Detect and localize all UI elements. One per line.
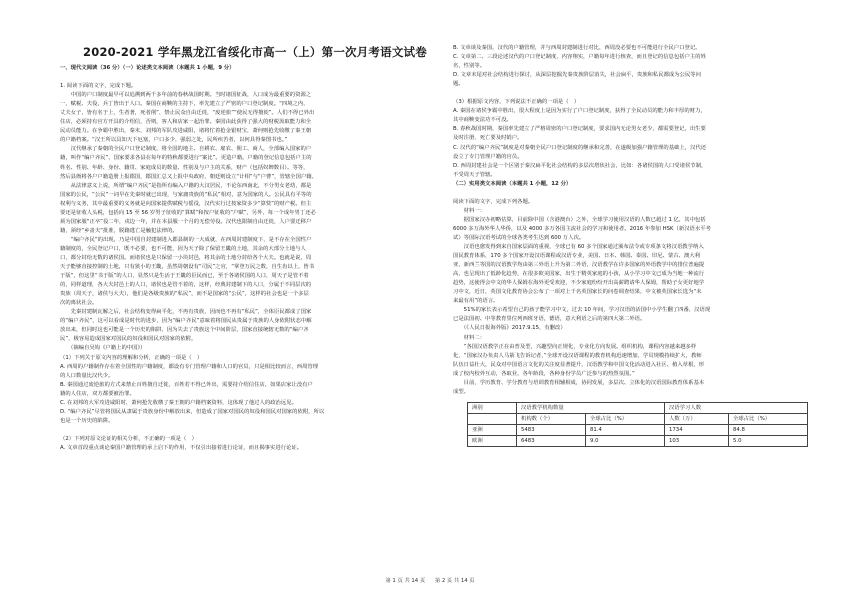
text-line: C. 在刘邦的大军攻进咸阳时，萧何抢先收缴了秦王朝的户籍档案资料，这体现了他过人的政治远见。	[60, 399, 297, 406]
text-line: 的，同样道理，各大夫封邑上的人口，诸侯也是管不着的，这样，经典封建制下的人口，分属于不同层次的	[60, 282, 312, 289]
text-line: A. 文章首段重点谈论秦国户籍管理的承上启下的作用，不仅引出接着进行论证，而且揭事实进行论证。	[60, 444, 303, 451]
text-line: 亚，新西兰等国的汉语教学均由第三外语上升为第二外语，汉语教学在许多国家的外语教学中的排位普遍提	[453, 262, 705, 269]
text-line: B. 春秋战国时期，秦国率先建立了严格周密的户口登记制度，要求国内无论男女老少，都需要登记，出生要	[453, 126, 706, 133]
text-line: 目前，学历教育、学分教育与培训教育相辅相成，协同发展，多层次、立体化的汉语国际教育体系基本	[453, 379, 705, 386]
text-line: 天子能够直接控制的土地，只有狭小的王畿，虽然周朝设有“司民”之官，“掌登万民之数，自生齿以上，皆书	[60, 264, 315, 271]
table-cell: 103	[665, 435, 729, 446]
text-line: 贵族（周天子，诸侯与大夫），他们是各级贵族的“私民”，而不是国家的“公民”，这样的社会也是一个多层	[60, 291, 309, 298]
text-line: A. 西周的户籍制作存在着全国性的户籍制度，都设有专门管理户籍和人口的官员，只是相比较而言，西周管理	[60, 363, 319, 370]
text-line: C. 汉代的“编户齐民”制度是对秦朝全民户口登记制度的继承和完善，在遂级加强户籍管理的基础上，汉代还	[453, 144, 707, 151]
stats-table	[467, 402, 808, 447]
text-line	[60, 73, 448, 82]
text-line: 阅读下面的文字，完成下列各题。	[453, 198, 534, 205]
text-line: 丈夫女子，皆有名于上，生者著，死者削”，禁止民众自由迁徙，“废逆旅”“使民无得擅徙”。人们不得已外出	[60, 110, 315, 117]
text-line: 不受周天子管辖。	[453, 171, 496, 178]
text-line: 材料一：	[453, 207, 486, 214]
text-line: A. 秦国在诸侯争霸中胜出，很大程度上是因为实行了户口登记制度，获得了全民动员的能力和丰厚的财力，	[453, 108, 706, 115]
text-line: 趋势，这使得会中文的华人保姆在海外更受欢迎，不少家庭纷纷开出高薪聘请华人保姆，帮助子女更好地学	[453, 280, 705, 287]
text-line	[453, 189, 841, 198]
page-number-left: 第 1 页 共 14 页	[385, 578, 426, 584]
text-line: 来最有用”的语言。	[453, 298, 499, 305]
text-line: 成型。	[453, 388, 470, 395]
text-line: 及时注册，死亡要及时销户。	[453, 135, 523, 142]
text-line: 试）等国际汉语考试的全球各类考生达到 600 万人次。	[453, 234, 585, 241]
text-line: 须为国家服“正卒”役二年，戍边一年，并在本县服一个月的无偿劳役。汉代也限制自由迁徙，人户要迁移户	[60, 218, 312, 225]
text-line: 名，性别等。	[453, 63, 486, 70]
text-line: 先秦封建制瓦解之后，社会结构变得扁平化，不再有贵族，因而也不再有“私民”，全体臣民都成了国家	[60, 309, 312, 316]
text-line: 次的离状社会。	[60, 300, 98, 307]
page-title: 2020-2021 学年黑龙江省绥化市高一（上）第一次月考语文试卷	[83, 45, 427, 59]
table-cell: 84.8	[729, 424, 808, 435]
text-line: 住店，必须持有官方开具的介绍信，否则，客人和店家一起治罪。秦国由此获得了强大的财税汲取能力和全	[60, 119, 312, 126]
table-cell	[468, 413, 517, 424]
text-line: （《人民日报海外版》2017.9.15，有删改）	[453, 325, 566, 332]
table-cell: 欧洲	[468, 435, 517, 446]
text-line: （3）根据原文内容，下列说法不正确的一项是（ ）	[453, 99, 580, 106]
text-line: （二）实用类文本阅读（本题共 1 小题，12 分）	[453, 180, 572, 187]
table-header-cell: 汉语教学机构数量	[517, 402, 665, 413]
text-line: 其中商鞅变法功不可没。	[453, 117, 512, 124]
text-line: 已是法国初、中等教育里位列西班牙语，德语，意大利语之后的第四大第二外语。	[453, 316, 646, 323]
text-line: 汉代继承了秦朝的全民户口登记制度，将全国的地主、自耕农、雇农、佣工、商人，全部编入国家的户	[60, 146, 312, 153]
page-number-right: 第 2 页 共 14 页	[434, 578, 475, 584]
text-line: 民动员能力。在争霸中胜出，秦末，刘邦的军队攻进咸阳，诸将忙着抢金银财宝，萧何则抢先收缴了秦王朝	[60, 128, 312, 135]
text-line	[453, 89, 841, 98]
table-cell: 9.0	[586, 435, 665, 446]
text-line: 中国的户口制度最早可以追溯到两千多年前的春秋战国时期。当时诸国征战，人口成为最重要的资源之	[60, 92, 312, 99]
text-line: 51%的家长表示希望自己的孩子能学习中文，过去 10 年间，学习汉语的活国中小学生翻了四番，汉语现	[453, 307, 711, 314]
table-cell: 人数（万）	[665, 413, 729, 424]
text-line: 据国家汉办初略估算，目前除中国（含港澳台）之外，全球学习使用汉语的人数已超过 1 亿，其中包括	[453, 216, 706, 223]
text-line: 放出来，但同时这也可能是一个历史的陷阱，因为失去了贵族这个中间阶层，国家直接统辖无数的“编户齐	[60, 327, 309, 334]
table-cell: 6483	[517, 435, 586, 446]
text-line: 成了校内校外互动，各取业，各年龄段，各种身份学员广泛参与的热烈氛围。”	[453, 370, 635, 377]
table-cell: 全球占比（%）	[586, 413, 665, 424]
text-line: 1. 阅读下面的文字，完成下题。	[60, 83, 137, 90]
table-cell: 全球占比（%）	[729, 413, 808, 424]
text-line: 高，也呈现出了低龄化趋势，在很多欧美国家，出生于精英家庭的小孩，从小学习中文已成为当地一种流行	[453, 271, 705, 278]
right-column	[453, 44, 841, 447]
text-line	[60, 426, 448, 435]
table-row	[468, 424, 808, 435]
text-line: “编户齐民”的出现，乃是中国自封建制进入郡县制的一大成就，在西周封建制度下，是不存在全国性户	[60, 236, 312, 243]
table-header-row	[468, 402, 808, 413]
table-header-cell: 洲别	[468, 402, 517, 413]
text-line: 要还是征收人头税，包括向 15 至 56 岁男子征收的“算赋”和按户征收的“户赋”，另外，每一个成年男丁还必	[60, 209, 316, 216]
text-line: 的人口数量比汉代少。	[60, 372, 114, 379]
text-line: 习中文，近日，英国文化教育协会公布了一项对上千名英国家长的问卷调查结果，中文被英国家长选为“未	[453, 289, 702, 296]
text-line: 于版”，但这里“书于版”的人口，显然只是生活于王畿的臣民而已，至于各诸侯国的人口，周天子是管不着	[60, 273, 309, 280]
text-line: 一，赋税、夫役，兵丁皆出于人口。秦国在商鞅的主持下，率先建立了严密的户口登记制度。“四境之内，	[60, 101, 309, 108]
text-line: “各国汉语教学正在由普及型，兴趣型向正规化，专业化方向发展。组织机构，课程内容越来越多样	[453, 343, 697, 350]
table-cell: 机构数（个）	[517, 413, 586, 424]
text-line: C. 文章第二、三段论述汉代的户口登记制度，内容翔实，户籍每年进行核查，而且登记的信息包括户主的姓	[453, 54, 706, 61]
text-line: 一、现代文阅读（36 分）（一）论述类文本阅读（本题共 1 小题，9 分）	[60, 65, 235, 71]
text-line: 国民教育体系，170 多个国家开设汉语课程或汉语专业，美国、日本、韩国、泰国、印尼、蒙古、澳大利	[453, 253, 701, 260]
text-line: 题。	[453, 81, 464, 88]
text-line: 化，“国家汉办负责人马箭飞告诉记者，”全球开设汉语课程的教育机构迅速增加，学员规模持续扩大，教师	[453, 352, 702, 359]
text-line: 籍，叫作“编户齐民”，国家要求各县在每年的特秋都要进行“案比”。更造户籍。户籍的登记信息包括户主的	[60, 155, 312, 162]
text-line: （2）下列对原文论证的相关分析，不正确的一项是（ ）	[60, 435, 197, 442]
text-line: 材料二：	[453, 334, 486, 341]
text-line: B. 秦国通过废逆旅的方式来禁止百姓擅自迁徙，百姓若不得已外出，需要持介绍信住店，如果店家让没有户	[60, 381, 313, 388]
table-header-cell: 汉语学习人数	[665, 402, 808, 413]
text-line: 国家的公民，“公民”一词早在先秦时就已出现，与家庸贵族的“私民”相对，意为国家的人。公民具有平等的	[60, 191, 312, 198]
text-line: 的“编户齐民”，这可以看成是时代的进步，因为“编户齐民”意味着将国民从贵属于贵族的人身依附状态中解	[60, 318, 312, 325]
text-line: 的户籍档案。“汉王所以具知天下厄塞，户口多少，强弱之处，民所疾苦者，以何具得秦图书也。”	[60, 137, 288, 144]
table-row	[468, 435, 808, 446]
table-subheader-row	[468, 413, 808, 424]
text-line: 民”，极容易造成国家对国民的奴役和国民对国家的依附。	[60, 336, 197, 343]
text-line: 姓名、性别、年龄、身份、籍贯、家庭成员的数量、性别及与户主的关系，财产（包括奴婢数目）。等等，	[60, 164, 309, 171]
page-footer	[0, 576, 860, 584]
table-cell: 亚洲	[468, 424, 517, 435]
right-column-text	[453, 44, 841, 397]
text-line: 也是一个历史的陷阱。	[60, 417, 114, 424]
text-line: 口，都分封给无数的诸侯国。而诸侯也是只保留一小块封邑，将其余的土地分封给各个大夫。也就是说，周	[60, 254, 312, 261]
text-line: （1）下列关于原文内容的理解和分析，正确的一项是（ ）	[60, 354, 203, 361]
text-line: D. 文章末尾对社会结构进行探讨，从深层挖掘先秦贵族阶层消失，社会扁平，贵族和私民都成为公民等问	[453, 72, 701, 79]
text-line: B. 文章谈及秦国，汉代的户籍管理，并与西周封建制进行对比，西周没必要也不可能进行全民户口登记。	[453, 45, 701, 51]
table-cell: 5483	[517, 424, 586, 435]
text-line: 汉语也愈发得到来自国家层面的重视，全球已有 60 多个国家通过颁布法令或专项条文将汉语教学纳入	[453, 244, 704, 251]
table-cell: 5.0	[729, 435, 808, 446]
text-line: 籍的人住店，双方都要被治罪。	[60, 390, 135, 397]
text-line: D. “编户齐民”尽管将国民从隶属于贵族身份中解放出来，但造成了国家对国民的奴役和国民对国家的依附，所以	[60, 408, 325, 415]
text-line: 然后县衙将各户户籍造册上报郡国，郡国汇总又上报中央政府，朝廷则设立“计相”与“户曹”，管辖全国户籍。	[60, 173, 317, 180]
text-line: 籍，须经“乡啬夫”批准，脱籍逃亡是触犯法律的。	[60, 227, 178, 234]
text-line: 从法律意义上说，所谓“编户齐民”是指所有编入户籍的大汉居民，不论东西南北，不分男女老幼，都是	[60, 182, 312, 189]
text-line: 6000 多万海外华人华侨，以及 4000 多万各国主流社会的学习和使用者。2016 年参加 HSK（新汉语水平考	[453, 225, 711, 232]
text-line: D. 西周封建社会是一个区别于秦汉扁平化社会结构的多层次塔状社会，比如：各诸侯国的人口受诸侯节制，	[453, 162, 707, 169]
left-column	[60, 64, 448, 453]
text-line: （摘编自吴钩《户籍上的中国》）	[60, 345, 146, 352]
table-cell: 1734	[665, 424, 729, 435]
text-line: 设立了专门管理户籍的官员。	[453, 153, 523, 160]
text-line: 权利与义务，其中最重要的义务就是向国家提供赋税与徭役，汉代实行过按家资多少“算赀”的财产税。但主	[60, 200, 312, 207]
table-cell: 81.4	[586, 424, 665, 435]
text-line: 队伍日益壮大，民众对中国语言文化的关注度显著提升，汉语教学和中国文化活动进入社区、植入草根，形	[453, 361, 705, 368]
text-line: 籍制度的，全民登记户口，既不必要，也不可能，因为天子除了保留王畿的土地，其余的大部分土地与人	[60, 245, 306, 252]
